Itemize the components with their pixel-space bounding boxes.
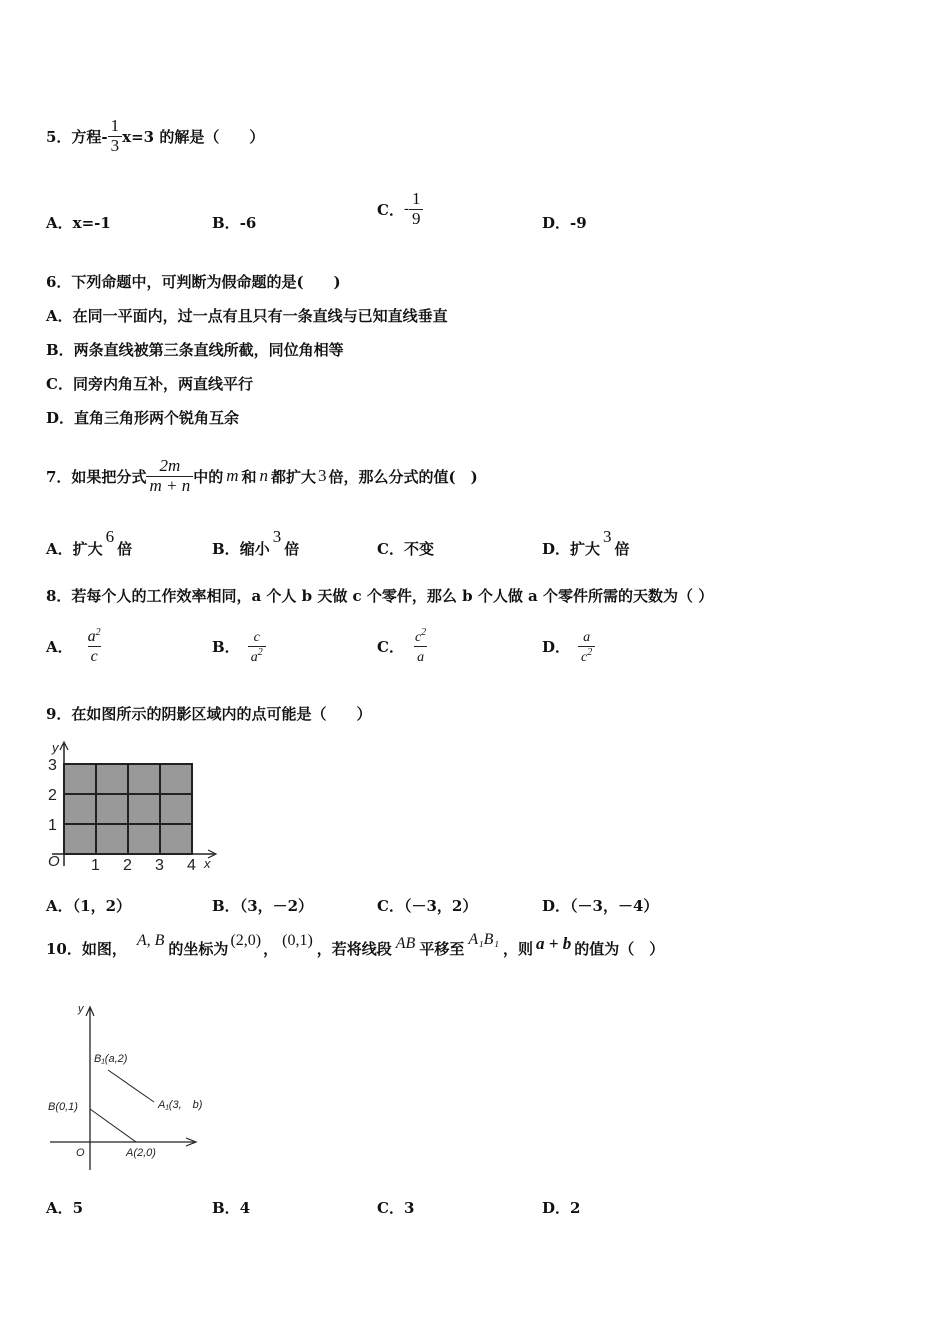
q8-option-c[interactable] [377, 622, 429, 670]
q10-mid4: ，则 [503, 939, 534, 958]
q8-d-den: c [581, 649, 588, 665]
q8-option-c-label: C． [377, 637, 404, 656]
q7-option-d-post: 倍 [614, 540, 630, 558]
q10-label-b1: B₁(a,2) [94, 1053, 128, 1065]
q7-option-c-pre: 不变 [403, 540, 434, 558]
question-8-stem: 8．若每个人的工作效率相同，a 个人 b 天做 c 个零件，那么 b 个人做 a 个零件所需的天数为（ ） [46, 587, 714, 605]
q7-option-a[interactable] [46, 527, 133, 559]
q10-seg1: A₁B₁ [468, 931, 500, 948]
q9-x-tick-2: 2 [123, 857, 132, 874]
q10-prefix: 10．如图， [46, 939, 127, 958]
q7-option-c-label: C． [377, 540, 404, 558]
q7-var-n: n [259, 466, 269, 485]
q8-b-den: a [250, 649, 258, 665]
q5-option-d[interactable] [542, 212, 587, 233]
q9-option-a-text: （1，2） [72, 897, 132, 915]
q10-label-a: A(2,0) [126, 1147, 156, 1159]
q7-option-d-pre: 扩大 [570, 540, 601, 558]
question-7-stem [46, 444, 478, 508]
q9-option-b[interactable] [212, 895, 313, 916]
q10-segment-ab [90, 1109, 136, 1142]
q8-c-num: c [414, 630, 422, 646]
q10-coordinate-graph [44, 998, 224, 1174]
q10-option-c[interactable] [377, 1197, 414, 1218]
q10-coord1: (2,0) [230, 932, 262, 949]
q7-mid1: 中的 [193, 467, 224, 486]
q5-option-c-minus: - [403, 200, 409, 217]
q10-y-label: y [78, 1003, 84, 1015]
q10-suffix: 的值为（ ） [574, 939, 665, 958]
q5-fraction [108, 117, 123, 155]
q9-origin: O [48, 853, 60, 870]
question-6-stem: 6．下列命题中，可判断为假命题的是( ) [46, 273, 341, 291]
q7-prefix: 7．如果把分式 [46, 467, 147, 486]
q7-fraction [146, 457, 193, 495]
q10-seg: AB [395, 935, 416, 952]
q10-option-d-text: 2 [570, 1199, 581, 1217]
q6-option-b[interactable]: B．两条直线被第三条直线所截，同位角相等 [46, 341, 344, 359]
q7-option-a-num: 6 [105, 527, 115, 546]
q10-option-c-label: C． [377, 1199, 404, 1217]
q9-y-tick-1: 1 [48, 817, 57, 834]
q10-origin: O [76, 1147, 85, 1159]
q9-option-b-text: （3，－2） [239, 897, 314, 915]
q5-option-b[interactable] [212, 212, 256, 233]
q7-option-b-pre: 缩小 [239, 540, 270, 558]
q9-option-a[interactable] [46, 895, 131, 916]
q5-option-a-label: A． [46, 214, 73, 232]
q9-option-d[interactable] [542, 895, 658, 916]
q10-option-d[interactable] [542, 1197, 580, 1218]
q9-x-tick-3: 3 [155, 857, 164, 874]
q9-option-d-text: （－3，－4） [570, 897, 659, 915]
q8-a-den: c [90, 647, 98, 665]
q8-option-b[interactable] [212, 622, 266, 670]
q7-option-a-label: A． [46, 540, 73, 558]
q9-shaded-grid-graph [44, 738, 220, 874]
q7-mid3: 都扩大 [271, 467, 317, 486]
question-5-stem [46, 108, 264, 164]
q10-option-b[interactable] [212, 1197, 250, 1218]
q5-option-a[interactable] [46, 212, 111, 233]
q7-option-b-post: 倍 [284, 540, 300, 558]
q5-option-c[interactable] [377, 186, 423, 232]
q9-x-tick-1: 1 [91, 857, 100, 874]
q8-c-num-sup: 2 [421, 627, 427, 639]
q10-option-b-text: 4 [239, 1199, 251, 1217]
q8-option-b-label: B． [212, 637, 240, 656]
q9-option-b-label: B． [212, 897, 240, 915]
q5-option-b-text: -6 [239, 214, 257, 232]
q8-a-num: a [87, 627, 96, 645]
q6-option-d[interactable]: D．直角三角形两个锐角互余 [46, 409, 240, 427]
q8-option-d-fraction [578, 627, 595, 665]
q10-ab: A, B [136, 932, 165, 949]
q8-option-d[interactable] [542, 622, 595, 670]
q10-label-b: B(0,1) [48, 1101, 78, 1113]
q7-option-d[interactable] [542, 527, 630, 559]
q10-coord2: (0,1) [282, 932, 313, 949]
q9-x-tick-4: 4 [187, 857, 196, 874]
q5-frac-num: 1 [110, 115, 120, 135]
q5-option-b-label: B． [212, 214, 240, 232]
q8-b-num: c [253, 630, 260, 646]
q8-d-num: a [583, 630, 591, 646]
q5-option-c-num: 1 [411, 188, 421, 208]
q5-option-d-text: -9 [570, 214, 587, 232]
q9-option-c[interactable] [377, 895, 477, 916]
question-9-stem: 9．在如图所示的阴影区域内的点可能是（ ） [46, 705, 372, 723]
q9-option-c-text: （－3，2） [403, 897, 478, 915]
q8-option-a-label: A． [46, 637, 73, 656]
q8-c-den: a [417, 649, 425, 665]
q9-x-label: x [204, 856, 211, 871]
q10-option-a[interactable] [46, 1197, 83, 1218]
q7-option-c[interactable] [377, 538, 434, 559]
q10-expr: a + b [536, 934, 572, 953]
q10-label-a1: A₁(3, b) [158, 1099, 203, 1111]
q5-option-d-label: D． [542, 214, 571, 232]
q10-option-b-label: B． [212, 1199, 240, 1217]
q7-option-d-num: 3 [603, 527, 612, 546]
q7-option-b[interactable] [212, 527, 300, 559]
q10-mid2: ，若将线段 [316, 939, 392, 958]
q8-option-a-fraction [85, 627, 104, 665]
q10-segment-a1b1 [108, 1070, 154, 1102]
q8-option-c-fraction [412, 627, 429, 665]
q7-option-b-num: 3 [272, 527, 282, 546]
q8-d-den-sup: 2 [587, 646, 593, 658]
q10-option-a-text: 5 [72, 1199, 84, 1217]
q8-b-den-sup: 2 [257, 646, 263, 658]
q9-option-a-label: A． [46, 897, 73, 915]
q5-option-c-label: C． [377, 200, 404, 219]
q9-option-d-label: D． [542, 897, 571, 915]
q8-option-b-fraction [248, 627, 266, 665]
q7-option-b-label: B． [212, 540, 240, 558]
q10-option-c-text: 3 [403, 1199, 415, 1217]
q7-var-m: m [226, 466, 239, 485]
q7-mid2: 和 [241, 467, 257, 486]
q7-option-d-label: D． [542, 540, 571, 558]
q5-frac-den: 3 [108, 136, 123, 156]
q10-option-d-label: D． [542, 1199, 571, 1217]
q9-y-tick-3: 3 [48, 757, 57, 774]
q5-suffix: x=3 的解是（ ） [122, 127, 265, 146]
q9-y-tick-2: 2 [48, 787, 57, 804]
q8-option-a[interactable] [46, 622, 104, 670]
q9-option-c-label: C． [377, 897, 404, 915]
q5-option-c-den: 9 [409, 209, 424, 229]
q7-frac-den: m + n [146, 476, 193, 496]
q6-option-c[interactable]: C．同旁内角互补，两直线平行 [46, 375, 253, 393]
q7-suffix: 倍，那么分式的值( ) [328, 467, 478, 486]
q7-frac-num: 2m [159, 455, 181, 475]
q5-prefix: 5．方程- [46, 127, 108, 146]
q5-option-a-text: x=-1 [72, 214, 111, 232]
q10-comma: ， [263, 939, 279, 958]
q8-option-d-label: D． [542, 637, 571, 656]
q7-option-a-post: 倍 [117, 540, 133, 558]
q7-factor: 3 [318, 466, 327, 485]
q10-option-a-label: A． [46, 1199, 73, 1217]
q10-mid1: 的坐标为 [168, 939, 229, 958]
question-10-stem [46, 928, 664, 968]
q10-mid3: 平移至 [419, 939, 465, 958]
q6-option-a[interactable]: A．在同一平面内，过一点有且只有一条直线与已知直线垂直 [46, 307, 448, 325]
q8-a-num-sup: 2 [95, 626, 101, 638]
q5-option-c-fraction [409, 190, 424, 228]
q7-option-a-pre: 扩大 [72, 540, 103, 558]
q9-y-label: y [52, 740, 59, 755]
